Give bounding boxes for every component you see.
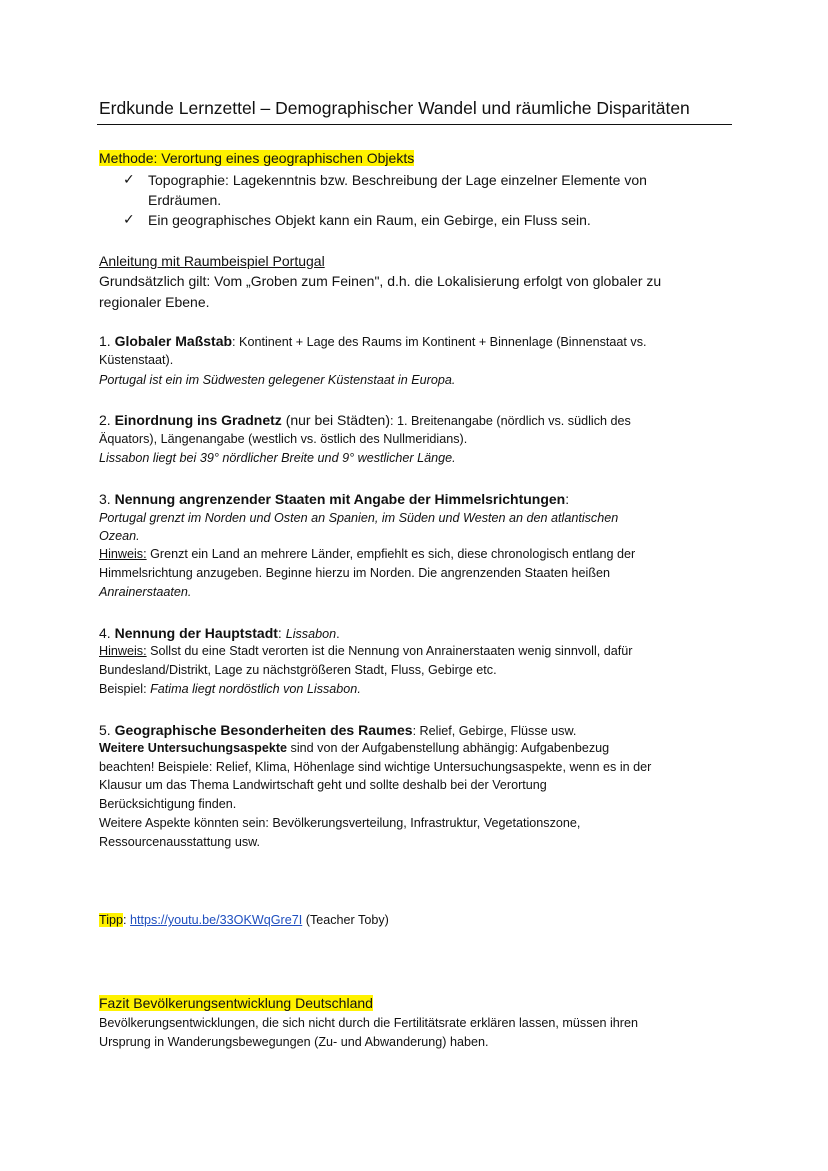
step-3-example-line-1: Portugal grenzt im Norden und Osten an Spanien, im Süden und Westen an den atlantischen [99,511,619,525]
step-2-example: Lissabon liegt bei 39° nördlicher Breite und 9° westlicher Länge. [99,451,456,465]
anleitung-line-1: Grundsätzlich gilt: Vom „Groben zum Feinen", d.h. die Lokalisierung erfolgt von globaler zu [99,273,662,289]
tipp-line: Tipp: https://youtu.be/33OKWqGre7I (Teacher Toby) [99,913,389,927]
step-1-example: Portugal ist ein im Südwesten gelegener Küstenstaat in Europa. [99,373,456,387]
page-title: Erdkunde Lernzettel – Demographischer Wandel und räumliche Disparitäten [99,98,690,118]
step-5-line-5: Weitere Aspekte könnten sein: Bevölkerungsverteilung, Infrastruktur, Vegetationszone, [99,816,581,830]
step-1-line-2: Küstenstaat). [99,353,174,367]
checkmark-icon: ✓ [123,211,135,227]
step-5-line-2: beachten! Beispiele: Relief, Klima, Höhenlage sind wichtige Untersuchungsaspekte, wenn es in der [99,760,652,774]
step-1-heading: 1. Globaler Maßstab: Kontinent + Lage des Raums im Kontinent + Binnenlage (Binnenstaat vs. [99,333,647,349]
step-4-heading: 4. Nennung der Hauptstadt: Lissabon. [99,625,340,641]
fazit-heading: Fazit Bevölkerungsentwicklung Deutschland [99,995,373,1011]
step-3-example-line-2: Ozean. [99,529,140,543]
checkmark-icon: ✓ [123,171,135,187]
step-2-heading: 2. Einordnung ins Gradnetz (nur bei Städten): 1. Breitenangabe (nördlich vs. südlich des [99,412,631,428]
methode-heading: Methode: Verortung eines geographischen Objekts [99,150,415,166]
step-2-line-2: Äquators), Längenangabe (westlich vs. östlich des Nullmeridians). [99,432,468,446]
anleitung-heading: Anleitung mit Raumbeispiel Portugal [99,253,325,269]
step-3-hint-line-3: Anrainerstaaten. [99,585,192,599]
step-4-example: Beispiel: Fatima liegt nordöstlich von Lissabon. [99,682,361,696]
step-5-heading: 5. Geographische Besonderheiten des Raumes: Relief, Gebirge, Flüsse usw. [99,722,577,738]
step-5-line-1: Weitere Untersuchungsaspekte sind von der Aufgabenstellung abhängig: Aufgabenbezug [99,741,610,755]
step-5-line-3: Klausur um das Thema Landwirtschaft geht und sollte deshalb bei der Verortung [99,778,547,792]
methode-item-1-line-2: Erdräumen. [148,192,222,208]
step-5-line-4: Berücksichtigung finden. [99,797,237,811]
step-5-line-6: Ressourcenausstattung usw. [99,835,261,849]
anleitung-line-2: regionaler Ebene. [99,294,210,310]
step-4-hint-line-1: Hinweis: Sollst du eine Stadt verorten ist die Nennung von Anrainerstaaten wenig sinnvoll, dafür [99,644,633,658]
methode-item-1-line-1: Topographie: Lagekenntnis bzw. Beschreibung der Lage einzelner Elemente von [148,172,647,188]
step-3-hint-line-2: Himmelsrichtung anzugeben. Beginne hierzu im Norden. Die angrenzenden Staaten heißen [99,566,611,580]
step-3-heading: 3. Nennung angrenzender Staaten mit Angabe der Himmelsrichtungen: [99,491,570,507]
step-4-hint-line-2: Bundesland/Distrikt, Lage zu nächstgrößeren Stadt, Fluss, Gebirge etc. [99,663,497,677]
title-underline [97,124,732,125]
methode-item-2: Ein geographisches Objekt kann ein Raum, ein Gebirge, ein Fluss sein. [148,212,591,228]
fazit-line-1: Bevölkerungsentwicklungen, die sich nicht durch die Fertilitätsrate erklären lassen, müssen ihren [99,1016,639,1030]
youtube-link[interactable]: https://youtu.be/33OKWqGre7I [130,913,303,927]
fazit-line-2: Ursprung in Wanderungsbewegungen (Zu- und Abwanderung) haben. [99,1035,489,1049]
tipp-label: Tipp [99,913,124,927]
step-3-hint-line-1: Hinweis: Grenzt ein Land an mehrere Länder, empfiehlt es sich, diese chronologisch entlang der [99,547,636,561]
